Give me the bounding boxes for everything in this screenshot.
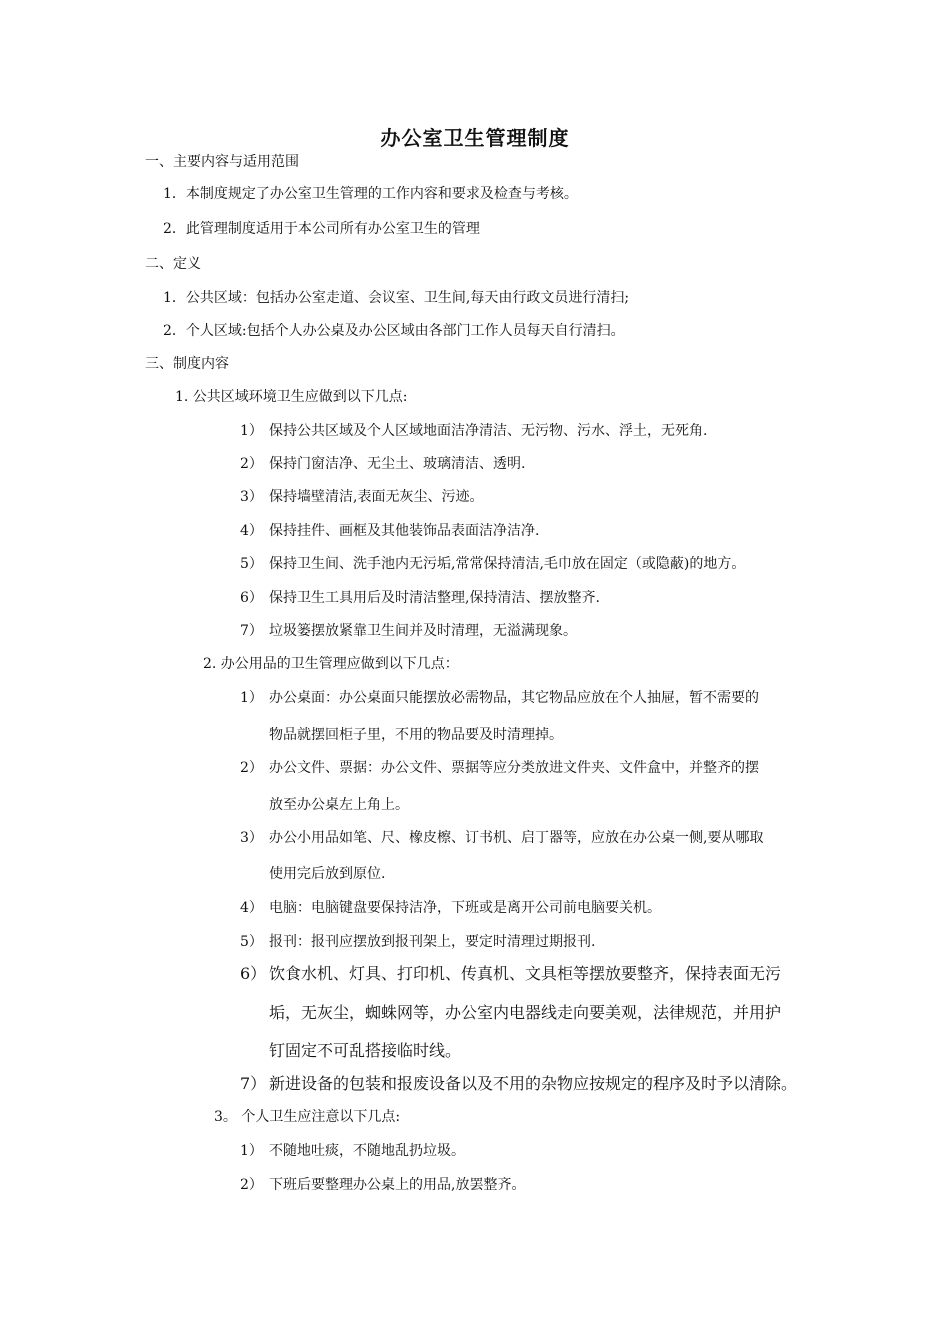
list-item bbox=[240, 1074, 797, 1094]
item-text-continued: 钉固定不可乱搭接临时线。 bbox=[269, 1041, 462, 1060]
paragraph-definition-1 bbox=[163, 288, 629, 308]
list-item bbox=[240, 932, 595, 952]
list-item bbox=[240, 621, 577, 641]
item-number: 2） bbox=[240, 1177, 263, 1193]
list-item bbox=[240, 828, 763, 848]
list-item bbox=[240, 554, 745, 574]
subsection-heading-office-supplies: 2. 办公用品的卫生管理应做到以下几点： bbox=[203, 656, 459, 672]
paragraph-scope-1 bbox=[163, 184, 578, 204]
paragraph-number: 1． bbox=[163, 290, 186, 306]
item-number: 3） bbox=[240, 489, 263, 505]
item-number: 4） bbox=[240, 900, 263, 916]
list-item bbox=[240, 688, 759, 708]
item-text: 保持公共区域及个人区域地面洁净清洁、无污物、污水、浮土，无死角. bbox=[269, 423, 708, 439]
paragraph-number: 1． bbox=[163, 186, 186, 202]
item-text: 保持墙壁清洁,表面无灰尘、污迹。 bbox=[269, 489, 484, 505]
item-text: 电脑：电脑键盘要保持洁净，下班或是离开公司前电脑要关机。 bbox=[269, 900, 661, 916]
item-number: 7） bbox=[240, 1074, 267, 1093]
list-item bbox=[240, 898, 661, 918]
item-text: 垃圾篓摆放紧靠卫生间并及时清理，无溢满现象。 bbox=[269, 623, 577, 639]
item-text-continued: 物品就摆回柜子里，不用的物品要及时清理掉。 bbox=[269, 727, 563, 743]
item-number: 6） bbox=[240, 964, 267, 983]
item-text: 不随地吐痰，不随地乱扔垃圾。 bbox=[269, 1143, 465, 1159]
item-text: 报刊：报刊应摆放到报刊架上，要定时清理过期报刊. bbox=[269, 934, 596, 950]
item-number: 1） bbox=[240, 1143, 263, 1159]
paragraph-text: 此管理制度适用于本公司所有办公室卫生的管理 bbox=[185, 221, 480, 237]
paragraph-scope-2 bbox=[163, 219, 480, 239]
list-item bbox=[240, 1141, 465, 1161]
item-number: 1） bbox=[240, 423, 263, 439]
item-number: 6） bbox=[240, 590, 263, 606]
paragraph-text: 公共区域：包括办公室走道、会议室、卫生间,每天由行政文员进行清扫; bbox=[185, 290, 630, 306]
list-item bbox=[240, 588, 600, 608]
paragraph-text: 本制度规定了办公室卫生管理的工作内容和要求及检查与考核。 bbox=[185, 186, 578, 202]
list-item bbox=[240, 421, 707, 441]
item-text: 饮食水机、灯具、打印机、传真机、文具柜等摆放要整齐，保持表面无污 bbox=[269, 964, 782, 983]
item-text: 保持卫生工具用后及时清洁整理,保持清洁、摆放整齐. bbox=[269, 590, 600, 606]
item-number: 2） bbox=[240, 760, 263, 776]
item-text-continued: 放至办公桌左上角上。 bbox=[269, 797, 409, 813]
item-number: 7） bbox=[240, 623, 263, 639]
subsection-heading-public: 1. 公共区域环境卫生应做到以下几点: bbox=[175, 389, 408, 405]
section-heading-definition: 二、定义 bbox=[145, 256, 201, 272]
paragraph-definition-2 bbox=[163, 321, 625, 341]
item-number: 1） bbox=[240, 690, 263, 706]
item-text: 办公文件、票据：办公文件、票据等应分类放进文件夹、文件盒中，并整齐的摆 bbox=[269, 760, 759, 776]
item-number: 5） bbox=[240, 556, 263, 572]
item-text: 新进设备的包装和报废设备以及不用的杂物应按规定的程序及时予以清除。 bbox=[269, 1074, 798, 1093]
paragraph-number: 2． bbox=[163, 323, 186, 339]
item-text: 办公桌面：办公桌面只能摆放必需物品，其它物品应放在个人抽屉，暂不需要的 bbox=[269, 690, 759, 706]
list-item bbox=[240, 521, 539, 541]
paragraph-text: 个人区域:包括个人办公桌及办公区域由各部门工作人员每天自行清扫。 bbox=[185, 323, 625, 339]
list-item bbox=[240, 964, 781, 984]
item-number: 4） bbox=[240, 523, 263, 539]
list-item bbox=[240, 1175, 525, 1195]
item-text: 保持卫生间、洗手池内无污垢,常常保持清洁,毛巾放在固定（或隐蔽)的地方。 bbox=[269, 556, 746, 572]
item-text: 保持门窗洁净、无尘土、玻璃清洁、透明. bbox=[269, 456, 526, 472]
item-number: 2） bbox=[240, 456, 263, 472]
item-text-continued: 垢，无灰尘，蜘蛛网等，办公室内电器线走向要美观，法律规范，并用护 bbox=[269, 1003, 782, 1022]
item-text-continued: 使用完后放到原位. bbox=[269, 866, 386, 882]
item-number: 3） bbox=[240, 830, 263, 846]
section-heading-content: 三、制度内容 bbox=[145, 356, 229, 372]
subsection-heading-personal: 3。 个人卫生应注意以下几点: bbox=[214, 1109, 401, 1125]
list-item bbox=[240, 487, 483, 507]
paragraph-number: 2． bbox=[163, 221, 186, 237]
list-item bbox=[240, 758, 759, 778]
item-text: 下班后要整理办公桌上的用品,放罢整齐。 bbox=[269, 1177, 526, 1193]
list-item bbox=[240, 454, 525, 474]
item-text: 办公小用品如笔、尺、橡皮檫、订书机、启丁器等，应放在办公桌一侧,要从哪取 bbox=[269, 830, 764, 846]
document-title: 办公室卫生管理制度 bbox=[380, 126, 570, 150]
section-heading-scope: 一、主要内容与适用范围 bbox=[145, 154, 299, 170]
item-number: 5） bbox=[240, 934, 263, 950]
item-text: 保持挂件、画框及其他装饰品表面洁净洁净. bbox=[269, 523, 540, 539]
